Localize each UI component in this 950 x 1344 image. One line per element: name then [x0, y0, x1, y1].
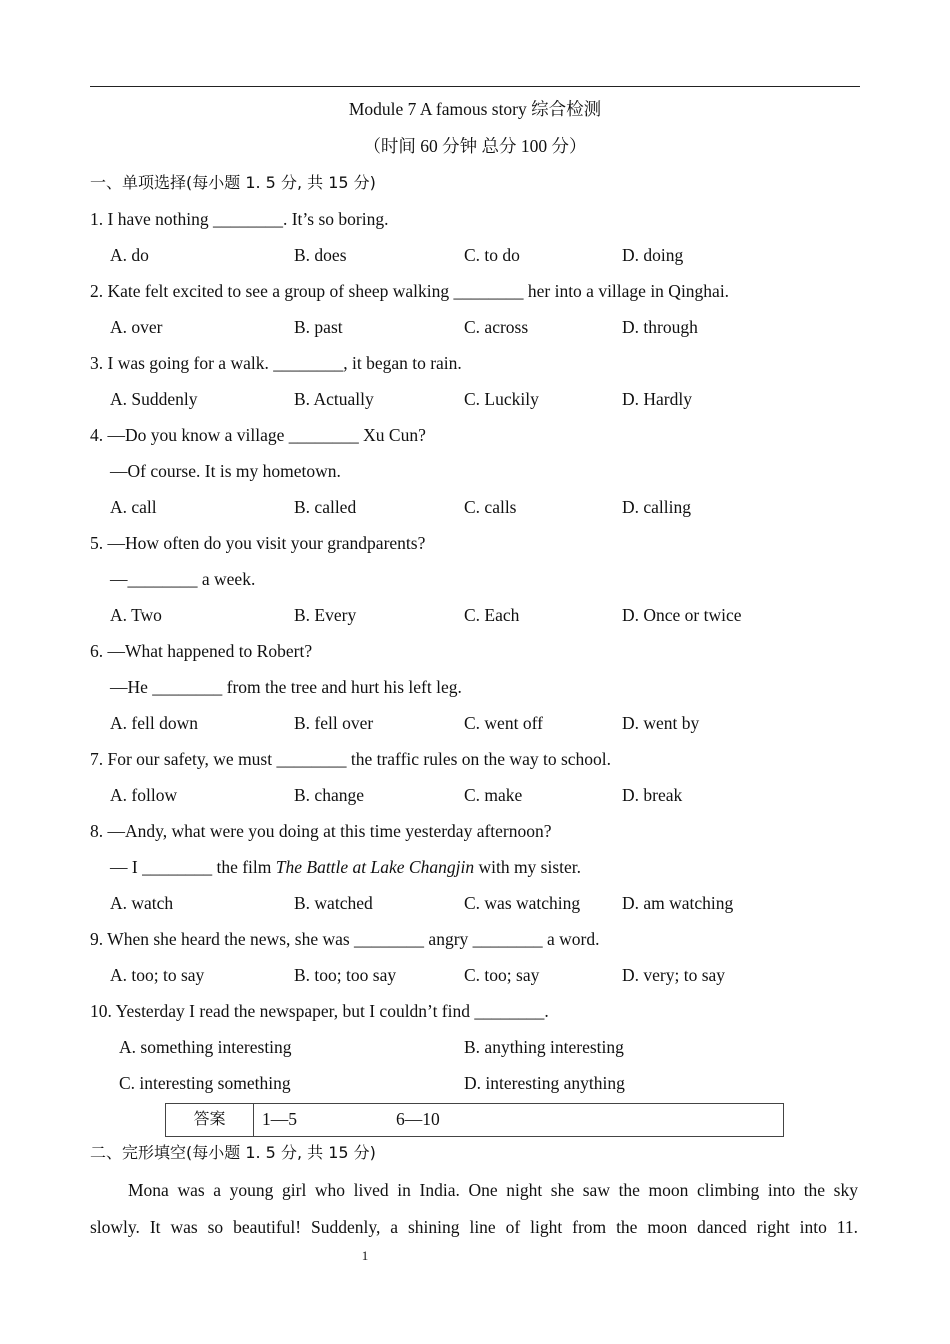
question-4-option-d: D. calling: [622, 497, 692, 517]
question-7-option-a: A. follow: [110, 785, 178, 805]
question-8-reply-start: — I ________ the film: [110, 857, 276, 877]
question-1-option-c: C. to do: [464, 245, 520, 265]
question-6-option-d: D. went by: [622, 713, 700, 733]
question-10-stem: 10. Yesterday I read the newspaper, but I couldn’t find ________.: [90, 1001, 549, 1021]
question-4-reply: —Of course. It is my hometown.: [110, 461, 341, 481]
top-rule: [90, 86, 860, 87]
question-4-option-b: B. called: [294, 497, 357, 517]
question-2-option-a: A. over: [110, 317, 163, 337]
question-2-option-c: C. across: [464, 317, 529, 337]
question-4-option-c: C. calls: [464, 497, 517, 517]
section2-heading: 二、完形填空(每小题 1. 5 分, 共 15 分): [90, 1143, 376, 1162]
question-10-option-a: A. something interesting: [119, 1037, 292, 1057]
question-4-stem: 4. —Do you know a village ________ Xu Cun?: [90, 425, 426, 445]
question-8-reply: [110, 856, 581, 878]
question-5-option-a: A. Two: [110, 605, 162, 625]
question-3-stem: 3. I was going for a walk. ________, it began to rain.: [90, 353, 462, 373]
question-2-option-d: D. through: [622, 317, 698, 337]
question-10-option-c: C. interesting something: [119, 1073, 291, 1093]
question-6-option-c: C. went off: [464, 713, 543, 733]
question-9-stem: 9. When she heard the news, she was ________ angry ________ a word.: [90, 929, 600, 949]
question-8-option-b: B. watched: [294, 893, 373, 913]
question-9-option-a: A. too; to say: [110, 965, 205, 985]
question-9-option-c: C. too; say: [464, 965, 540, 985]
question-1-stem: 1. I have nothing ________. It’s so boring.: [90, 209, 389, 229]
question-9-option-d: D. very; to say: [622, 965, 726, 985]
question-3-option-c: C. Luckily: [464, 389, 539, 409]
question-3-option-a: A. Suddenly: [110, 389, 198, 409]
question-7-stem: 7. For our safety, we must ________ the traffic rules on the way to school.: [90, 749, 612, 769]
question-8-option-d: D. am watching: [622, 893, 734, 913]
answer-range-6-10: 6—10: [396, 1109, 440, 1129]
question-6-reply: —He ________ from the tree and hurt his left leg.: [110, 677, 462, 697]
question-6-stem: 6. —What happened to Robert?: [90, 641, 313, 661]
document-title: Module 7 A famous story 综合检测: [348, 99, 602, 119]
question-3-option-b: B. Actually: [294, 389, 374, 409]
question-5-option-b: B. Every: [294, 605, 357, 625]
question-2-stem: 2. Kate felt excited to see a group of sheep walking ________ her into a village in Qinghai.: [90, 281, 730, 301]
question-5-stem: 5. —How often do you visit your grandparents?: [90, 533, 426, 553]
question-1-option-b: B. does: [294, 245, 347, 265]
answer-range-1-5: 1—5: [262, 1109, 297, 1129]
question-3-option-d: D. Hardly: [622, 389, 692, 409]
section1-heading: 一、单项选择(每小题 1. 5 分, 共 15 分): [90, 173, 376, 192]
question-5-option-d: D. Once or twice: [622, 605, 742, 625]
question-5-option-c: C. Each: [464, 605, 520, 625]
question-5-reply: —________ a week.: [110, 569, 256, 589]
answer-table: [165, 1103, 784, 1137]
question-8-option-c: C. was watching: [464, 893, 581, 913]
question-9-option-b: B. too; too say: [294, 965, 397, 985]
question-10-option-d: D. interesting anything: [464, 1073, 625, 1093]
film-title: The Battle at Lake Changjin: [275, 857, 475, 877]
cloze-paragraph-line-2: slowly. It was so beautiful! Suddenly, a shining line of light from the moon danced right into 11.: [90, 1217, 858, 1237]
question-6-option-a: A. fell down: [110, 713, 198, 733]
question-7-option-c: C. make: [464, 785, 523, 805]
document-subtitle: （时间 60 分钟 总分 100 分）: [363, 136, 587, 156]
cloze-paragraph-line-1: Mona was a young girl who lived in India. One night she saw the moon climbing into the sky: [128, 1180, 858, 1200]
question-10-option-b: B. anything interesting: [464, 1037, 624, 1057]
page-number: 1: [361, 1248, 369, 1263]
question-4-option-a: A. call: [110, 497, 157, 517]
answer-table-label: 答案: [166, 1104, 254, 1136]
question-7-option-b: B. change: [294, 785, 364, 805]
question-1-option-d: D. doing: [622, 245, 684, 265]
question-8-option-a: A. watch: [110, 893, 174, 913]
question-2-option-b: B. past: [294, 317, 343, 337]
question-8-reply-end: with my sister.: [474, 857, 582, 877]
question-8-stem: 8. —Andy, what were you doing at this time yesterday afternoon?: [90, 821, 552, 841]
question-1-option-a: A. do: [110, 245, 149, 265]
question-6-option-b: B. fell over: [294, 713, 374, 733]
question-7-option-d: D. break: [622, 785, 683, 805]
